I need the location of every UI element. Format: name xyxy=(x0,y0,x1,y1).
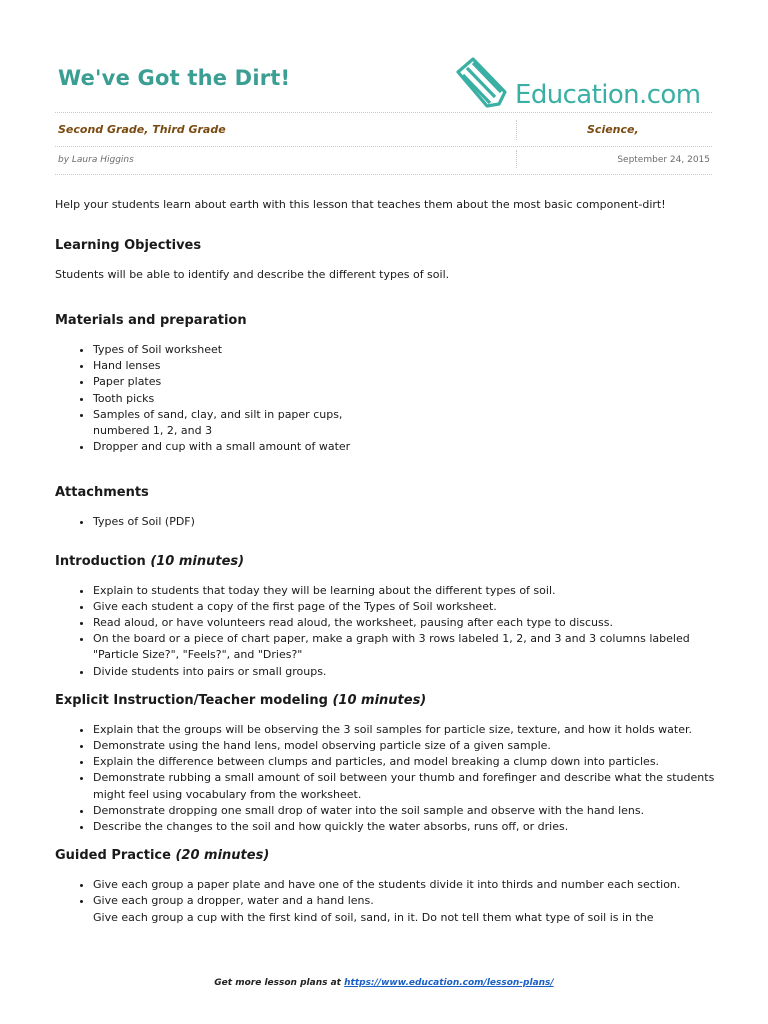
section-heading-objectives: Learning Objectives xyxy=(55,238,202,253)
list-item: • On the board or a piece of chart paper, make a graph with 3 rows labeled 1, 2, and 3 and 3 columns labeled "Particle Size?", "Feels?", and "Dries?" xyxy=(93,631,715,663)
list-item: • Give each group a paper plate and have one of the students divide it into thirds and number each section. xyxy=(93,877,715,893)
divider xyxy=(516,120,517,140)
heading-text: Explicit Instruction/Teacher modeling xyxy=(55,692,328,708)
footer-text: Get more lesson plans at xyxy=(214,978,341,988)
section-heading-materials: Materials and preparation xyxy=(55,313,247,328)
publish-date: September 24, 2015 xyxy=(617,155,710,165)
list-item: • Read aloud, or have volunteers read aloud, the worksheet, pausing after each type to discuss. xyxy=(93,615,715,631)
lesson-title: We've Got the Dirt! xyxy=(58,66,291,90)
divider xyxy=(516,150,517,168)
lesson-plans-link[interactable]: https://www.education.com/lesson-plans/ xyxy=(344,978,554,988)
list-item: • Explain that the groups will be observing the 3 soil samples for particle size, texture, and how it holds water. xyxy=(93,722,715,738)
list-item: • Tooth picks xyxy=(93,391,715,407)
list-item: • Demonstrate rubbing a small amount of soil between your thumb and forefinger and describe what the students might feel using vocabulary from the worksheet. xyxy=(93,770,715,802)
footer xyxy=(0,978,768,988)
pencil-logo-icon xyxy=(455,56,517,110)
section-heading-guided-practice xyxy=(55,847,715,865)
list-item: • Give each student a copy of the first page of the Types of Soil worksheet. xyxy=(93,599,715,615)
logo-text: Education.com xyxy=(515,80,701,110)
materials-list xyxy=(55,342,715,455)
list-item: • Paper plates xyxy=(93,374,715,390)
section-heading-introduction xyxy=(55,553,715,571)
section-heading-explicit-instruction xyxy=(55,692,715,710)
heading-duration: (10 minutes) xyxy=(332,692,427,708)
heading-duration: (20 minutes) xyxy=(175,848,270,864)
section-heading-attachments: Attachments xyxy=(55,485,149,501)
list-item: • Demonstrate using the hand lens, model observing particle size of a given sample. xyxy=(93,738,715,754)
list-item: • Explain the difference between clumps and particles, and model breaking a clump down into particles. xyxy=(93,754,715,770)
author: by Laura Higgins xyxy=(58,155,134,165)
list-item: • Dropper and cup with a small amount of water xyxy=(93,439,715,455)
objectives-text: Students will be able to identify and describe the different types of soil. xyxy=(55,268,450,281)
heading-text: Introduction xyxy=(55,553,146,569)
attachments-list xyxy=(55,514,715,530)
list-item: • Demonstrate dropping one small drop of water into the soil sample and observe with the hand lens. xyxy=(93,803,715,819)
list-item: • Types of Soil worksheet xyxy=(93,342,715,358)
guided-practice-list xyxy=(55,877,715,925)
lesson-body xyxy=(55,197,715,926)
education-com-logo[interactable] xyxy=(455,56,715,114)
list-item: • Give each group a dropper, water and a hand lens. xyxy=(93,893,715,909)
divider xyxy=(55,174,712,175)
grade-levels: Second Grade, Third Grade xyxy=(58,123,226,136)
introduction-list xyxy=(55,583,715,680)
list-item: • Divide students into pairs or small groups. xyxy=(93,664,715,680)
list-item: • Give each group a cup with the first kind of soil, sand, in it. Do not tell them what type of soil is in the xyxy=(93,910,715,926)
attachment-link[interactable]: • Types of Soil (PDF) xyxy=(93,514,715,530)
list-item: • Hand lenses xyxy=(93,358,715,374)
list-item: • Samples of sand, clay, and silt in paper cups, numbered 1, 2, and 3 xyxy=(93,407,363,439)
list-item: • Describe the changes to the soil and how quickly the water absorbs, runs off, or dries. xyxy=(93,819,715,835)
intro-paragraph: Help your students learn about earth with this lesson that teaches them about the most basic component-dirt! xyxy=(55,198,666,211)
explicit-instruction-list xyxy=(55,722,715,835)
list-item: • Explain to students that today they will be learning about the different types of soil. xyxy=(93,583,715,599)
subject: Science, xyxy=(587,123,639,136)
divider xyxy=(55,112,712,113)
heading-duration: (10 minutes) xyxy=(150,553,245,569)
divider xyxy=(55,146,712,147)
heading-text: Guided Practice xyxy=(55,848,171,864)
